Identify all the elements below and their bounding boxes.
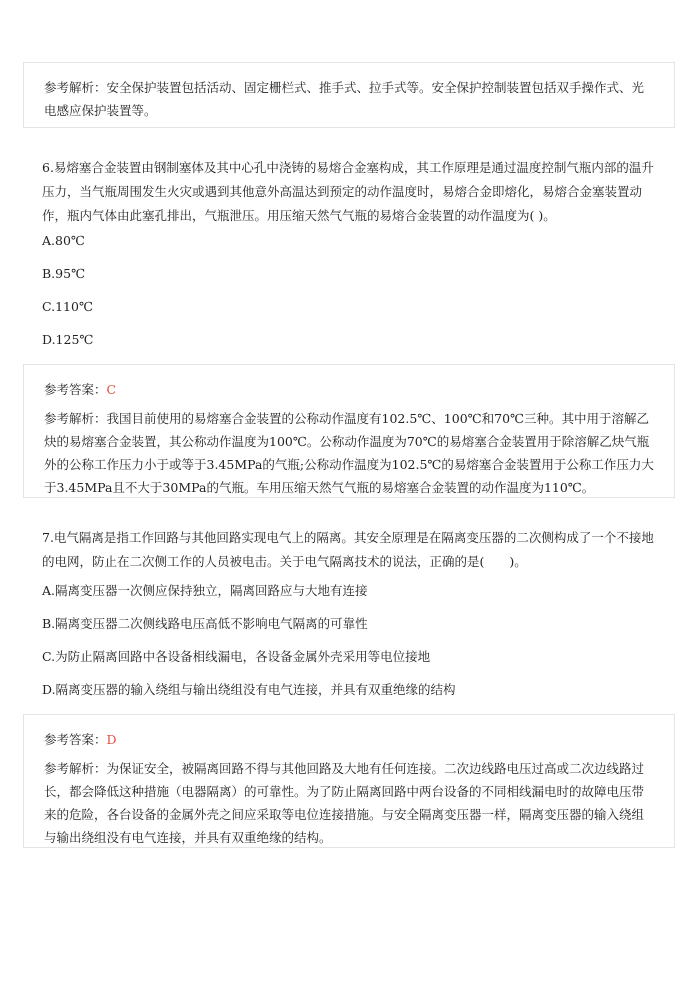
answer-label: 参考答案： [44, 382, 107, 397]
q7-option-c[interactable]: C.为防止隔离回路中各设备相线漏电，各设备金属外壳采用等电位接地 [42, 649, 431, 664]
analysis-label: 参考解析： [44, 80, 107, 95]
answer-box-q6 [23, 364, 675, 498]
analysis-text: 我国目前使用的易熔塞合金装置的公称动作温度有102.5℃、100℃和70℃三种。其中用于溶解乙炔的易熔塞合金装置，其公称动作温度为100℃。公称动作温度为70℃的易熔塞合金装置用于除溶解乙炔气瓶外的公称工作压力小于或等于3.45MPa的气瓶;公称动作温度为102.5℃的易熔塞合金装置用于公称工作压力大于3.45MPa且不大于30MPa的气瓶。车用压缩天然气气瓶的易熔塞合金装置的动作温度为110℃。 [44, 411, 654, 495]
analysis-label: 参考解析： [44, 761, 107, 776]
q6-option-a[interactable]: A.80℃ [42, 233, 85, 248]
q6-option-d[interactable]: D.125℃ [42, 332, 94, 347]
answer-label: 参考答案： [44, 732, 107, 747]
q6-option-b[interactable]: B.95℃ [42, 266, 86, 281]
q7-option-a[interactable]: A.隔离变压器一次侧应保持独立，隔离回路应与大地有连接 [42, 583, 368, 598]
analysis-label: 参考解析： [44, 411, 107, 426]
analysis-paragraph [44, 407, 654, 499]
question-7-text: 7.电气隔离是指工作回路与其他回路实现电气上的隔离。其安全原理是在隔离变压器的二次侧构成了一个不接地的电网，防止在二次侧工作的人员被电击。关于电气隔离技术的说法，正确的是( )。 [42, 530, 654, 569]
answer-letter: C [106, 382, 117, 397]
answer-line [44, 728, 654, 751]
question-6-text: 6.易熔塞合金装置由钢制塞体及其中心孔中浇铸的易熔合金塞构成，其工作原理是通过温度控制气瓶内部的温升压力，当气瓶周围发生火灾或遇到其他意外高温达到预定的动作温度时，易熔合金即熔化，易熔合金塞装置动作，瓶内气体由此塞孔排出，气瓶泄压。用压缩天然气气瓶的易熔合金装置的动作温度为( )。 [42, 160, 654, 223]
answer-line [44, 378, 654, 401]
q7-option-b[interactable]: B.隔离变压器二次侧线路电压高低不影响电气隔离的可靠性 [42, 616, 368, 631]
answer-box-q7 [23, 714, 675, 848]
analysis-text: 为保证安全，被隔离回路不得与其他回路及大地有任何连接。二次边线路电压过高或二次边线路过长，都会降低这种措施（电器隔离）的可靠性。为了防止隔离回路中两台设备的不同相线漏电时的故障电压带来的危险，各台设备的金属外壳之间应采取等电位连接措施。与安全隔离变压器一样，隔离变压器的输入绕组与输出绕组没有电气连接，并具有双重绝缘的结构。 [44, 761, 645, 845]
answer-letter: D [106, 732, 117, 747]
q7-option-d[interactable]: D.隔离变压器的输入绕组与输出绕组没有电气连接，并具有双重绝缘的结构 [42, 682, 456, 697]
analysis-paragraph [44, 757, 654, 849]
q6-option-c[interactable]: C.110℃ [42, 299, 93, 314]
analysis-text: 安全保护装置包括活动、固定栅栏式、推手式、拉手式等。安全保护控制装置包括双手操作式、光电感应保护装置等。 [44, 80, 645, 118]
analysis-box-prev [23, 62, 675, 128]
analysis-paragraph [44, 76, 654, 122]
